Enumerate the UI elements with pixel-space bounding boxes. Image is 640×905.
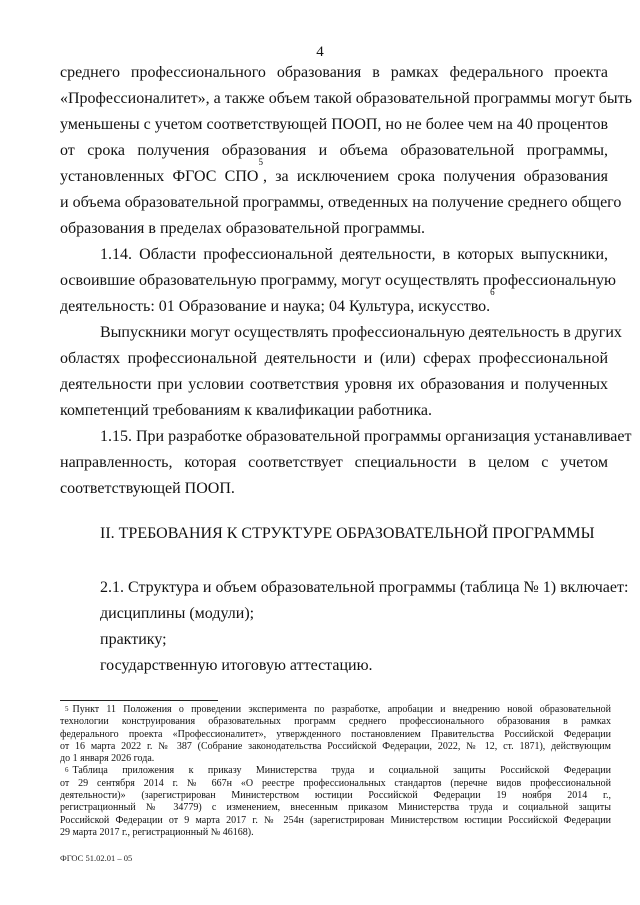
footnote-text: Таблица приложения к приказу Министерства труда и социальной защиты Российской Федерации (72, 765, 611, 777)
footnote-5-line: до 1 января 2026 года. (60, 753, 155, 765)
footnote-ref-5: 5 (258, 157, 263, 167)
graduates-paragraph-line: областях профессиональной деятельности и (или) сферах профессиональной (60, 350, 608, 367)
graduates-paragraph-line: Выпускники могут осуществлять профессиональную деятельность в других (100, 324, 622, 341)
list-intro: 2.1. Структура и объем образовательной программы (таблица № 1) включает: (100, 579, 629, 596)
page-number: 4 (316, 44, 324, 60)
paragraph-1-15-line: соответствующей ПООП. (60, 480, 235, 497)
paragraph-1-14-line: 1.14. Области профессиональной деятельности, в которых выпускники, (100, 246, 608, 263)
body-line: уменьшены с учетом соответствующей ПООП, но не более чем на 40 процентов (60, 116, 608, 133)
footnote-text: Пункт 11 Положения о проведении эксперимента по разработке, апробации и внедрению новой образовательной (72, 704, 611, 715)
footnotes (60, 704, 611, 839)
paragraph-1-14-line (60, 287, 608, 320)
structure-list (100, 575, 628, 679)
list-item: государственную итоговую аттестацию. (100, 657, 373, 674)
footnote-mark: 6 (65, 766, 69, 775)
footnote-6-line: деятельности)» (зарегистрирован Министерством юстиции Российской Федерации 19 ноября 2014 г., (60, 790, 611, 802)
footnote-6-line (60, 765, 611, 777)
paragraph-1-14-line: освоившие образовательную программу, могут осуществлять профессиональную (60, 272, 616, 289)
section-heading: II. ТРЕБОВАНИЯ К СТРУКТУРЕ ОБРАЗОВАТЕЛЬНОЙ ПРОГРАММЫ (100, 525, 595, 542)
body-line: среднего профессионального образования в рамках федерального проекта (60, 64, 608, 81)
footnote-5-line (60, 704, 611, 716)
body-line: от срока получения образования и объема образовательной программы, (60, 142, 608, 159)
footnote-5-line: от 16 марта 2022 г. № 387 (Собрание законодательства Российской Федерации, 2022, № 12, ст. 1871), действующим (60, 740, 611, 752)
footnote-6-line: 29 марта 2017 г., регистрационный № 46168). (60, 826, 254, 838)
body-text-fragment: , за исключением срока получения образования (262, 168, 608, 185)
footnote-mark: 5 (65, 705, 69, 713)
footnote-6-line: от 29 сентября 2014 г. № 667н «О реестре профессиональных стандартов (перечне видов профессиональной (60, 777, 611, 789)
body-line: образования в пределах образовательной программы. (60, 220, 425, 237)
footnote-5-line: федерального проекта «Профессионалитет», утвержденного постановлением Правительства Российской Федерации (60, 728, 611, 740)
paragraph-1-15-line: направленность, которая соответствует специальности в целом с учетом (60, 454, 608, 471)
body-line (60, 157, 608, 190)
body-line: и объема образовательной программы, отведенных на получение среднего общего (60, 194, 622, 211)
body-text (60, 60, 632, 502)
list-item: практику; (100, 631, 167, 648)
body-text-fragment: деятельность: 01 Образование и наука; 04 Культура, искусство. (60, 298, 491, 315)
footnote-divider (60, 700, 218, 701)
footnote-6-line: регистрационный № 34779) с изменением, внесенным приказом Министерства труда и социальной защиты (60, 802, 611, 814)
footnote-6-line: Российской Федерации от 9 марта 2017 г. № 254н (зарегистрирован Министерством юстиции Российской Федерации (60, 814, 611, 826)
paragraph-1-15-line: 1.15. При разработке образовательной программы организация устанавливает (100, 428, 632, 445)
footnote-ref-6: 6 (490, 287, 495, 297)
body-line: «Профессионалитет», а также объем такой образовательной программы могут быть (60, 90, 632, 107)
graduates-paragraph-line: деятельности при условии соответствия уровня их образования и полученных (60, 376, 608, 393)
body-text-fragment: установленных ФГОС СПО (60, 168, 259, 185)
document-code: ФГОС 51.02.01 – 05 (60, 853, 133, 863)
graduates-paragraph-line: компетенций требованиям к квалификации работника. (60, 402, 432, 419)
list-item: дисциплины (модули); (100, 605, 255, 622)
footnote-5-line: технологии конструирования образовательных программ среднего профессионального образования в рамках (60, 716, 611, 728)
